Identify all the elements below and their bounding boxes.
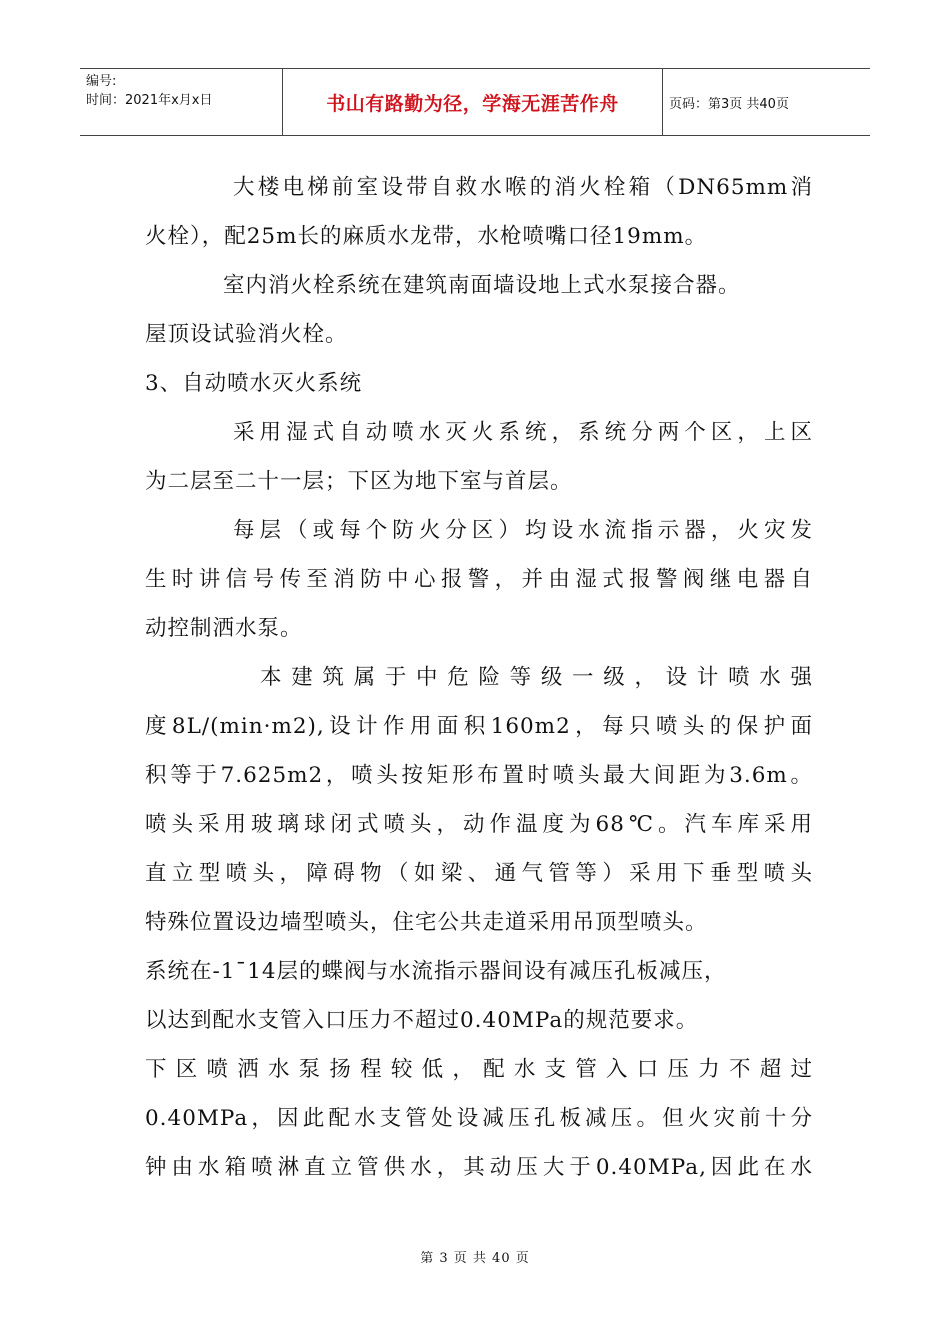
text-line: 钟由水箱喷淋直立管供水，其动压大于0.40MPa,因此在水 (145, 1155, 813, 1180)
time-label: 时间：2021年x月x日 (86, 93, 213, 108)
text-line: 动控制洒水泵。 (145, 616, 303, 641)
text-line: 每层（或每个防火分区）均设水流指示器，火灾发 (233, 518, 813, 543)
text-line: 本建筑属于中危险等级一级，设计喷水强 (260, 665, 813, 690)
text-line: 系统在-1¯14层的蝶阀与水流指示器间设有减压孔板减压， (145, 959, 727, 984)
text-line: 直立型喷头，障碍物（如梁、通气管等）采用下垂型喷头 (145, 861, 813, 886)
text-line: 室内消火栓系统在建筑南面墙设地上式水泵接合器。 (223, 273, 741, 298)
page-header (80, 68, 870, 136)
text-line: 下区喷洒水泵扬程较低，配水支管入口压力不超过 (145, 1057, 813, 1082)
header-meta (80, 69, 283, 135)
text-line: 度8L/(min·m2),设计作用面积160m2，每只喷头的保护面 (145, 714, 813, 739)
header-page-info: 页码：第3页 共40页 (669, 96, 789, 112)
page-footer: 第 3 页 共 40 页 (420, 1251, 530, 1266)
document-body (145, 163, 813, 1192)
text-line: 喷头采用玻璃球闭式喷头，动作温度为68℃。汽车库采用 (145, 812, 813, 837)
text-line: 积等于7.625m2，喷头按矩形布置时喷头最大间距为3.6m。 (145, 763, 813, 788)
text-line: 特殊位置设边墙型喷头，住宅公共走道采用吊顶型喷头。 (145, 910, 708, 935)
text-line: 为二层至二十一层；下区为地下室与首层。 (145, 469, 573, 494)
text-line: 大楼电梯前室设带自救水喉的消火栓箱（DN65mm消 (233, 175, 813, 200)
text-line: 生时讲信号传至消防中心报警，并由湿式报警阀继电器自 (145, 567, 813, 592)
number-label: 编号: (86, 74, 117, 89)
text-line: 0.40MPa，因此配水支管处设减压孔板减压。但火灾前十分 (145, 1106, 813, 1131)
text-line: 采用湿式自动喷水灭火系统，系统分两个区，上区 (233, 420, 813, 445)
text-line: 3、自动喷水灭火系统 (145, 371, 363, 396)
header-motto: 书山有路勤为径，学海无涯苦作舟 (283, 69, 663, 135)
text-line: 屋顶设试验消火栓。 (145, 322, 348, 347)
text-line: 以达到配水支管入口压力不超过0.40MPa的规范要求。 (145, 1008, 699, 1033)
text-line: 火栓），配25m长的麻质水龙带，水枪喷嘴口径19mm。 (145, 224, 708, 249)
